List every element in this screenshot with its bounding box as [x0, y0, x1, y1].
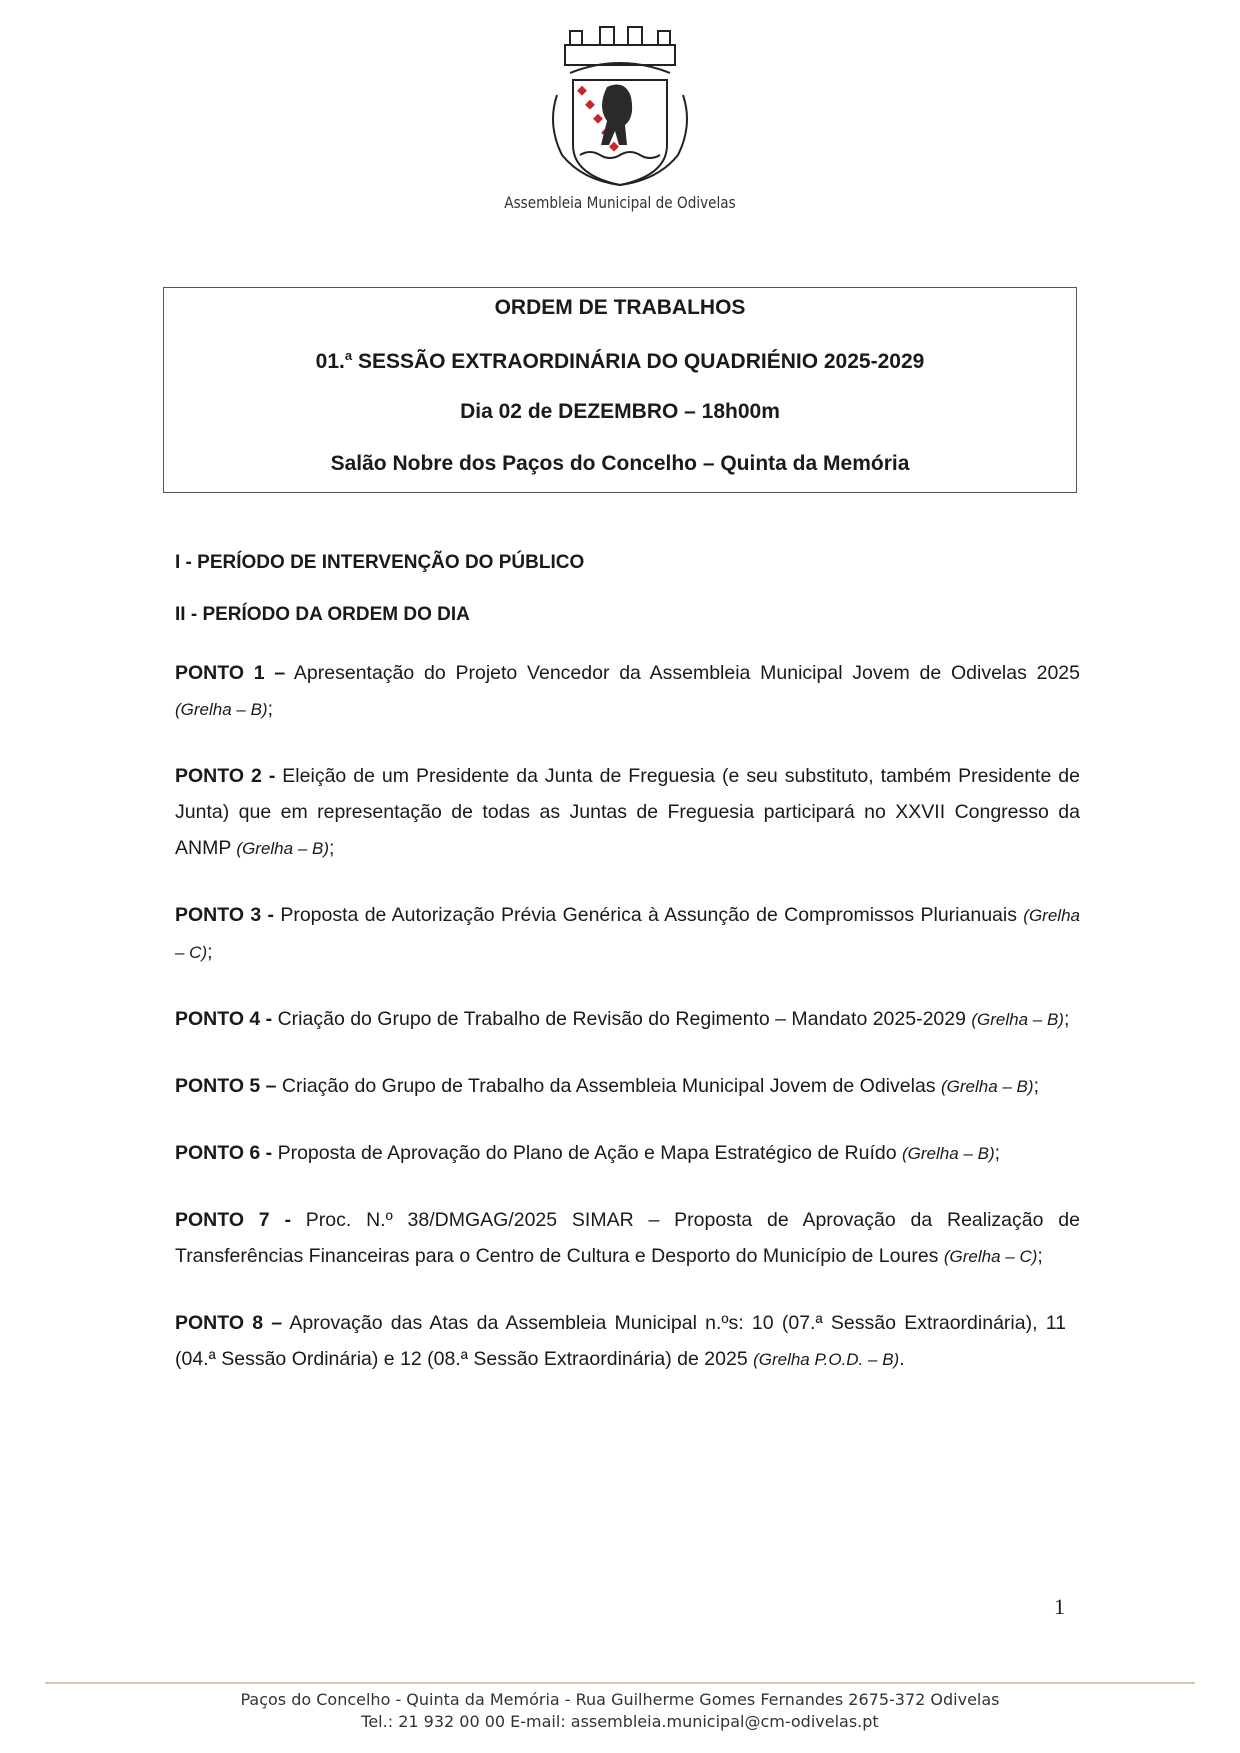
footer-address: Paços do Concelho - Quinta da Memória - Rua Guilherme Gomes Fernandes 2675-372 Odivelas: [240, 1690, 1000, 1709]
item-grelha: (Grelha P.O.D. – B): [753, 1350, 900, 1369]
page-number: 1: [1054, 1594, 1065, 1619]
item-text: Apresentação do Projeto Vencedor da Assembleia Municipal Jovem de Odivelas 2025: [285, 662, 1080, 684]
session-number: 01.: [315, 350, 345, 373]
item-end: ;: [1033, 1075, 1039, 1097]
item-label: PONTO 2 -: [175, 765, 276, 787]
agenda-item: [175, 1068, 1080, 1105]
municipal-coat-of-arms-logo: [545, 15, 695, 190]
agenda-item: [175, 897, 1080, 971]
section-public-period: I - PERÍODO DE INTERVENÇÃO DO PÚBLICO: [175, 552, 585, 573]
agenda-item: [175, 1305, 1080, 1378]
agenda-item: [175, 1202, 1080, 1275]
item-text: Criação do Grupo de Trabalho de Revisão do Regimento – Mandato 2025-2029: [272, 1008, 972, 1030]
item-label: PONTO 7 -: [175, 1209, 291, 1231]
agenda-item: [175, 758, 1080, 867]
item-grelha: (Grelha – B): [940, 1077, 1034, 1096]
agenda-items: [175, 655, 1080, 1408]
item-text: Proposta de Autorização Prévia Genérica à Assunção de Compromissos Plurianuais: [274, 904, 1024, 926]
agenda-item: [175, 1001, 1080, 1038]
item-grelha: (Grelha – B): [236, 839, 329, 858]
item-end: ;: [207, 941, 213, 963]
title-box: [163, 287, 1077, 493]
item-end: ;: [994, 1142, 1001, 1164]
item-text: Criação do Grupo de Trabalho da Assembleia Municipal Jovem de Odivelas: [276, 1075, 941, 1097]
item-label: PONTO 1 –: [175, 662, 286, 684]
item-text: Proposta de Aprovação do Plano de Ação e Mapa Estratégico de Ruído: [272, 1142, 903, 1164]
item-grelha: (Grelha – B): [175, 700, 268, 719]
item-grelha: (Grelha – C): [175, 906, 1080, 962]
item-label: PONTO 4 -: [175, 1008, 273, 1030]
item-end: ;: [1037, 1245, 1043, 1267]
item-end: ;: [329, 837, 335, 859]
session-name: SESSÃO EXTRAORDINÁRIA DO QUADRIÉNIO 2025-2029: [352, 350, 925, 373]
logo-caption: Assembleia Municipal de Odivelas: [504, 193, 736, 212]
item-label: PONTO 5 –: [175, 1075, 277, 1097]
session-location: Salão Nobre dos Paços do Concelho – Quinta da Memória: [330, 452, 910, 475]
item-end: ;: [267, 698, 274, 720]
document-title: ORDEM DE TRABALHOS: [494, 296, 746, 319]
agenda-item: [175, 655, 1080, 728]
section-order-of-day: II - PERÍODO DA ORDEM DO DIA: [175, 604, 470, 625]
item-text: Proc. N.º 38/DMGAG/2025 SIMAR – Proposta de Aprovação da Realização de Transferências Financeiras para o Centro de Cultura e Desporto do Município de Loures: [175, 1209, 1080, 1267]
item-label: PONTO 8 –: [175, 1312, 283, 1334]
item-end: ;: [1063, 1008, 1070, 1030]
footer-contact: Tel.: 21 932 00 00 E-mail: assembleia.municipal@cm-odivelas.pt: [361, 1712, 879, 1731]
item-grelha: (Grelha – B): [902, 1144, 995, 1163]
session-date: Dia 02 de DEZEMBRO – 18h00m: [460, 400, 780, 423]
item-end: .: [899, 1348, 905, 1370]
session-title: [164, 348, 1076, 374]
footer-divider: [45, 1682, 1195, 1684]
item-text: Aprovação das Atas da Assembleia Municipal n.ºs: 10 (07.ª Sessão Extraordinária), 11 (04.ª Sessão Ordinária) e 12 (08.ª Sessão Extraordinária) de 2025: [175, 1312, 1066, 1370]
item-label: PONTO 6 -: [175, 1142, 273, 1164]
item-grelha: (Grelha – C): [943, 1247, 1038, 1266]
item-grelha: (Grelha – B): [971, 1010, 1064, 1029]
agenda-item: [175, 1135, 1080, 1172]
item-label: PONTO 3 -: [175, 904, 274, 926]
ordinal-sup: a: [344, 348, 353, 363]
item-text: Eleição de um Presidente da Junta de Freguesia (e seu substituto, também Presidente de Junta) que em representação de todas as Juntas de Freguesia participará no XXVII Congresso da ANMP: [175, 765, 1080, 859]
